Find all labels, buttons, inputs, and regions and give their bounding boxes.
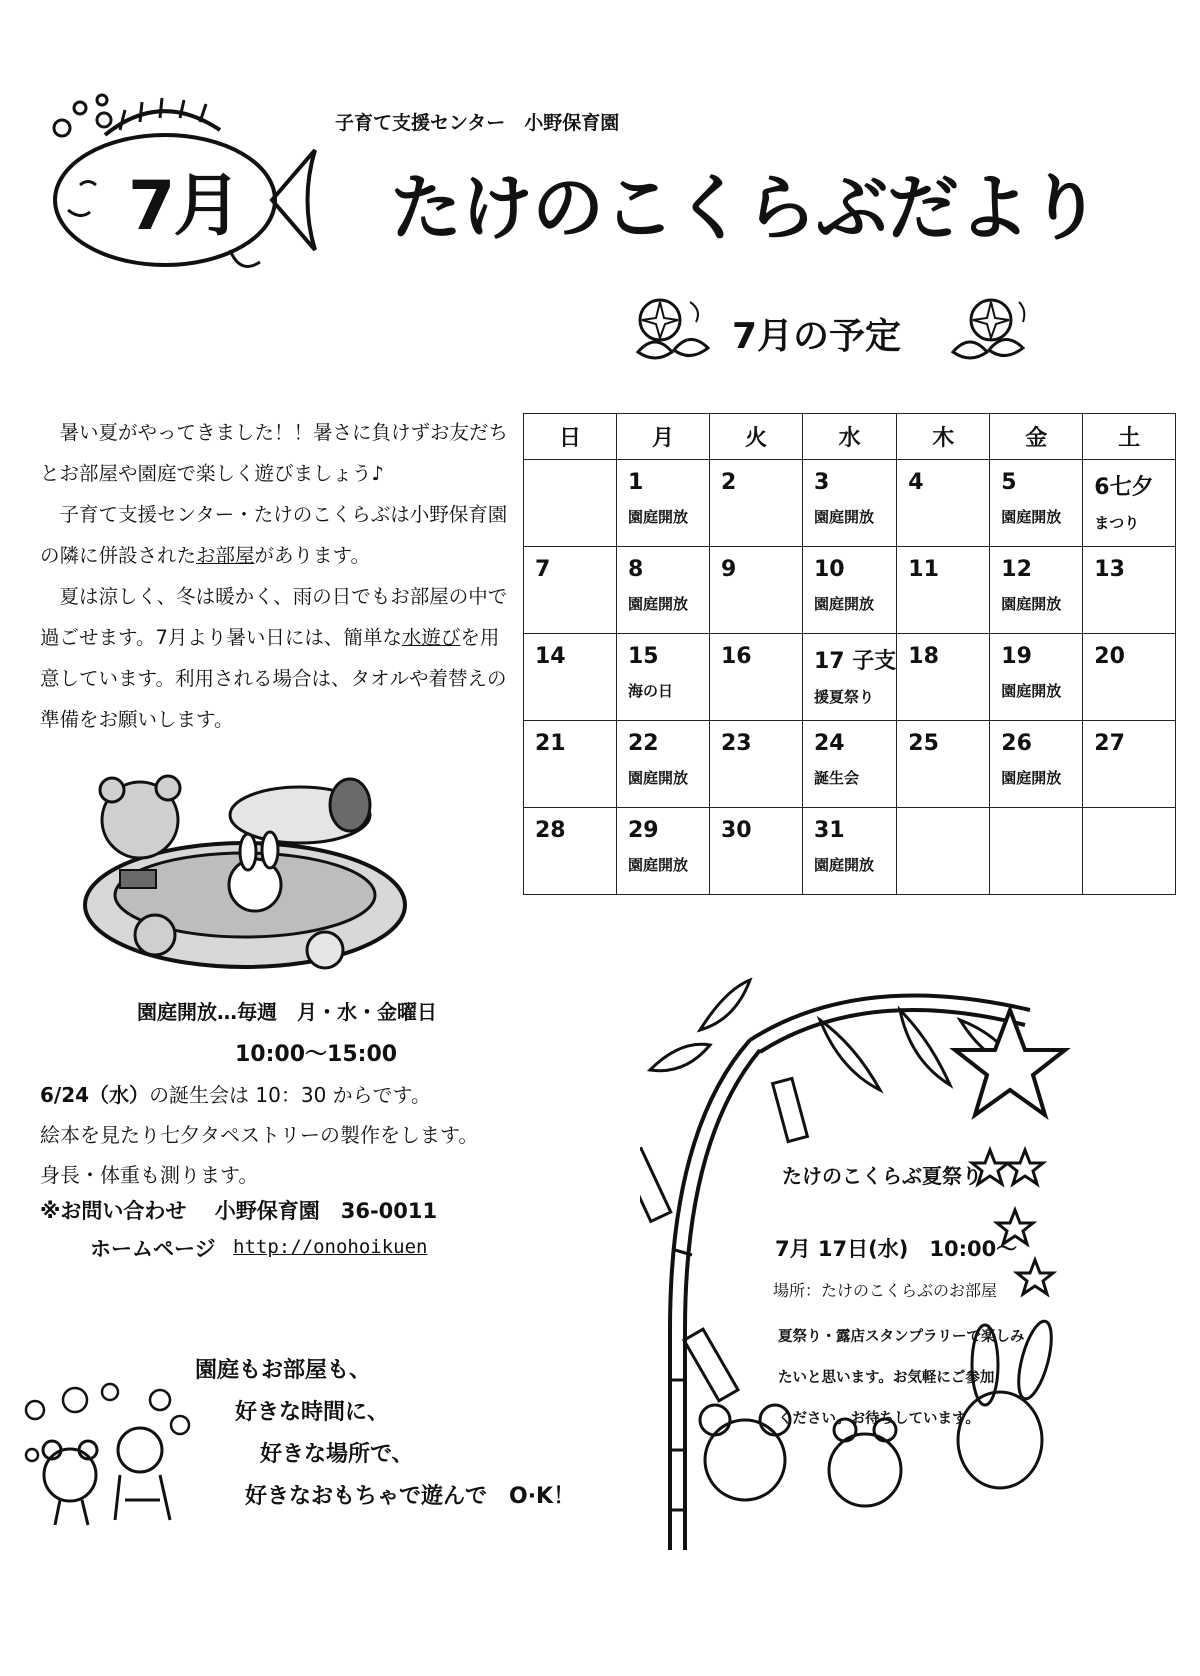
calendar-day-cell <box>1083 808 1176 895</box>
calendar-day-cell <box>990 721 1083 808</box>
intro-paragraph: 暑い夏がやってきました！！暑さに負けずお友だちとお部屋や園庭で楽しく遊びましょう♪ <box>40 421 509 485</box>
day-number: 20 <box>1094 644 1125 669</box>
newsletter-title: たけのこくらぶだより <box>390 166 1101 250</box>
calendar-day-cell <box>897 460 990 547</box>
message-line: 好きな時間に、 <box>235 1400 390 1425</box>
day-number <box>990 808 1082 818</box>
calendar-day-cell <box>617 721 710 808</box>
day-number: 16 <box>721 644 752 669</box>
pool-animals-illustration <box>60 760 410 985</box>
calendar-day-cell <box>897 634 990 721</box>
homepage-link[interactable]: http://onohoikuen <box>233 1236 428 1258</box>
day-number: 2 <box>721 470 737 495</box>
day-event <box>524 470 616 481</box>
calendar-day-cell <box>990 808 1083 895</box>
calendar-day-cell <box>1083 721 1176 808</box>
day-event: 園庭開放 <box>628 595 689 613</box>
festival-description-line: たいと思います。お気軽にご参加 <box>778 1370 995 1386</box>
birthday-line: 身長・体重も測ります。 <box>40 1163 259 1187</box>
calendar-day-cell <box>710 634 803 721</box>
message-line: 園庭もお部屋も、 <box>195 1358 372 1383</box>
morning-glory-icon <box>945 292 1031 366</box>
day-number: 19 <box>1001 644 1032 669</box>
day-number <box>1083 808 1175 818</box>
day-event <box>524 756 616 767</box>
day-number: 27 <box>1094 731 1125 756</box>
weekday-header: 金 <box>990 414 1083 460</box>
day-event <box>524 843 616 854</box>
day-event <box>1083 818 1175 829</box>
festival-description-line: ください。お待ちしています。 <box>778 1411 980 1427</box>
day-number: 7 <box>535 557 551 582</box>
day-number: 12 <box>1001 557 1032 582</box>
festival-description-line: 夏祭り・露店スタンプラリーで楽しみ <box>778 1329 1025 1345</box>
day-event: 園庭開放 <box>628 769 689 787</box>
free-play-message <box>195 1350 575 1518</box>
day-number: 1 <box>628 470 644 495</box>
calendar-day-cell <box>1083 634 1176 721</box>
calendar-week <box>524 460 1176 547</box>
day-event <box>710 669 802 680</box>
day-number: 5 <box>1001 470 1017 495</box>
festival-place: 場所：たけのこくらぶのお部屋 <box>773 1281 998 1300</box>
weekday-header: 日 <box>524 414 617 460</box>
message-line: 好きな場所で、 <box>260 1442 414 1467</box>
day-number: 28 <box>535 818 566 843</box>
calendar-day-cell <box>710 460 803 547</box>
intro-text <box>40 412 510 740</box>
day-event <box>897 669 989 680</box>
calendar-day-cell <box>617 808 710 895</box>
day-number: 13 <box>1094 557 1125 582</box>
intro-text-part: を用意しています。利用される場合は、タオルや着替えの準備をお願いします。 <box>40 626 507 731</box>
calendar-day-cell <box>710 547 803 634</box>
festival-title: たけのこくらぶ夏祭り <box>782 1164 982 1188</box>
calendar-week <box>524 808 1176 895</box>
bubbles-animals-illustration <box>20 1380 205 1530</box>
day-number: 9 <box>721 557 737 582</box>
calendar-day-cell <box>1083 460 1176 547</box>
day-number: 18 <box>908 644 939 669</box>
day-number: 8 <box>628 557 644 582</box>
day-number: 29 <box>628 818 659 843</box>
day-number: 21 <box>535 731 566 756</box>
day-event <box>710 582 802 593</box>
weekday-header: 水 <box>803 414 897 460</box>
calendar-day-cell <box>897 547 990 634</box>
day-event <box>897 818 989 829</box>
day-event <box>524 582 616 593</box>
calendar-day-cell <box>990 547 1083 634</box>
garden-open-schedule: 園庭開放…毎週 月・水・金曜日 <box>137 1000 437 1024</box>
day-event: 海の日 <box>628 682 674 700</box>
day-event <box>710 756 802 767</box>
day-number: 24 <box>814 731 845 756</box>
day-number: 15 <box>628 644 659 669</box>
weekday-header: 木 <box>897 414 990 460</box>
weekday-header: 土 <box>1083 414 1176 460</box>
day-event: 園庭開放 <box>1001 595 1062 613</box>
day-number: 17 子支 <box>814 649 897 674</box>
calendar-day-cell <box>617 547 710 634</box>
garden-open-time: 10:00～15:00 <box>235 1042 398 1067</box>
day-event <box>990 818 1082 829</box>
day-number: 11 <box>908 557 939 582</box>
underlined-room: お部屋 <box>196 544 255 567</box>
day-event <box>897 582 989 593</box>
day-event <box>710 843 802 854</box>
intro-paragraph <box>40 576 510 740</box>
day-event <box>897 756 989 767</box>
message-line: 好きなおもちゃで遊んで O·K！ <box>245 1484 576 1509</box>
month-heading: 7月 <box>128 167 240 246</box>
day-number: 6七夕 <box>1094 475 1154 500</box>
organization-name: 子育て支援センター 小野保育園 <box>335 112 620 134</box>
calendar-day-cell <box>524 634 617 721</box>
calendar-day-cell <box>803 808 897 895</box>
day-event: 園庭開放 <box>814 508 875 526</box>
day-event: 援夏祭り <box>814 688 875 706</box>
calendar-day-cell <box>1083 547 1176 634</box>
calendar-day-cell <box>524 808 617 895</box>
day-event: まつり <box>1094 514 1140 532</box>
day-event <box>524 669 616 680</box>
day-event: 園庭開放 <box>628 508 689 526</box>
day-number <box>897 808 989 818</box>
calendar-day-cell <box>710 721 803 808</box>
day-number: 22 <box>628 731 659 756</box>
weekday-header: 月 <box>617 414 710 460</box>
day-number: 4 <box>908 470 924 495</box>
festival-date: 7月 17日(水) 10:00～ <box>775 1237 1018 1261</box>
calendar-day-cell <box>524 721 617 808</box>
calendar-day-cell <box>710 808 803 895</box>
day-event: 園庭開放 <box>628 856 689 874</box>
day-number: 14 <box>535 644 566 669</box>
calendar-day-cell <box>803 547 897 634</box>
birthday-line: 絵本を見たり七夕タペストリーの製作をします。 <box>40 1123 479 1147</box>
day-event <box>1083 756 1175 767</box>
schedule-heading: 7月の予定 <box>732 316 902 357</box>
calendar-day-cell <box>897 808 990 895</box>
calendar-day-cell <box>524 460 617 547</box>
homepage-label: ホームページ <box>90 1237 216 1261</box>
calendar-day-cell <box>803 460 897 547</box>
birthday-info <box>40 1075 478 1195</box>
day-number: 26 <box>1001 731 1032 756</box>
birthday-date: 6/24（水） <box>40 1083 150 1107</box>
day-event <box>710 495 802 506</box>
birthday-time-text: の誕生会は 10：30 からです。 <box>149 1083 431 1107</box>
day-event <box>1083 669 1175 680</box>
underlined-water-play: 水遊び <box>401 626 461 649</box>
calendar-day-cell <box>990 460 1083 547</box>
intro-text-part: があります。 <box>254 544 370 567</box>
calendar-week <box>524 721 1176 808</box>
weekday-header: 火 <box>710 414 803 460</box>
calendar-day-cell <box>524 547 617 634</box>
calendar-day-cell <box>897 721 990 808</box>
intro-paragraph <box>40 494 510 576</box>
calendar-week <box>524 634 1176 721</box>
day-number: 31 <box>814 818 845 843</box>
day-event: 園庭開放 <box>814 595 875 613</box>
calendar-day-cell <box>617 634 710 721</box>
intro-text-part: 子育て支援センター・たけのこくらぶは小野保育園の隣に併設された <box>40 503 508 567</box>
calendar-day-cell <box>617 460 710 547</box>
day-event: 園庭開放 <box>1001 508 1062 526</box>
calendar-day-cell <box>990 634 1083 721</box>
day-number: 25 <box>908 731 939 756</box>
day-event <box>1083 582 1175 593</box>
day-number: 30 <box>721 818 752 843</box>
day-event: 誕生会 <box>814 769 860 787</box>
day-number: 23 <box>721 731 752 756</box>
day-event: 園庭開放 <box>1001 769 1062 787</box>
day-event: 園庭開放 <box>814 856 875 874</box>
day-number: 10 <box>814 557 845 582</box>
july-calendar <box>523 413 1176 895</box>
day-number <box>524 460 616 470</box>
morning-glory-icon <box>630 292 716 366</box>
day-event <box>897 495 989 506</box>
day-event: 園庭開放 <box>1001 682 1062 700</box>
calendar-day-cell <box>803 721 897 808</box>
weekday-header-row <box>524 414 1176 460</box>
calendar-week <box>524 547 1176 634</box>
festival-description <box>778 1317 1025 1440</box>
calendar-day-cell <box>803 634 897 721</box>
intro-text-part: 夏は涼しく、冬は暖かく、雨の日でもお部屋の中で過ごせます。7月より暑い日には、簡単な <box>40 585 508 649</box>
birthday-line <box>40 1075 478 1115</box>
contact-info: ※お問い合わせ 小野保育園 36-0011 <box>40 1199 438 1223</box>
day-number: 3 <box>814 470 830 495</box>
